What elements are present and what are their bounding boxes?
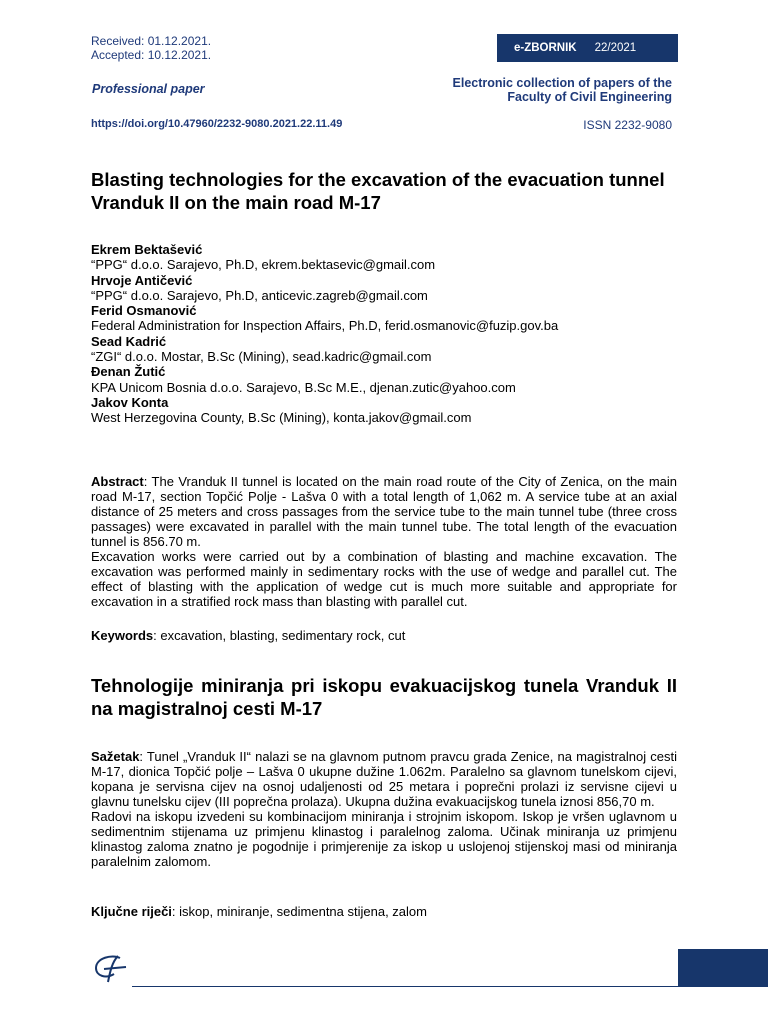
sazetak-paragraph-1 bbox=[91, 749, 677, 809]
sazetak-paragraph-2: Radovi na iskopu izvedeni su kombinacijom miniranja i strojnim iskopom. Iskop je vršen uglavnom u sedimentnim stijenama uz primjenu klinastog i paralelnog zaloma. Učinak miniranja uz primjenu klinastog zaloma znatno je pogodnije i primjerenije za iskop u uslojenoj stijenskoj masi od miniranja paralelnim zalomom. bbox=[91, 809, 677, 869]
author-entry bbox=[91, 364, 681, 395]
author-name: Ekrem Bektašević bbox=[91, 242, 203, 257]
keywords-text: : excavation, blasting, sedimentary rock, cut bbox=[153, 628, 406, 643]
author-entry bbox=[91, 334, 681, 365]
received-date: Received: 01.12.2021. bbox=[91, 34, 212, 48]
collection-line-1: Electronic collection of papers of the bbox=[452, 76, 672, 90]
author-affiliation: “PPG“ d.o.o. Sarajevo, Ph.D, ekrem.bektasevic@gmail.com bbox=[91, 257, 436, 273]
abstract-label: Abstract bbox=[91, 474, 144, 489]
faculty-logo-icon bbox=[90, 952, 132, 984]
author-entry bbox=[91, 273, 681, 304]
doi-link[interactable]: https://doi.org/10.47960/2232-9080.2021.22.11.49 bbox=[91, 118, 343, 130]
footer-block bbox=[678, 949, 768, 987]
author-entry bbox=[91, 303, 681, 334]
footer-divider bbox=[132, 986, 678, 987]
journal-issue: 22/2021 bbox=[594, 42, 637, 54]
journal-name: e-ZBORNIK bbox=[514, 42, 577, 54]
collection-line-2: Faculty of Civil Engineering bbox=[507, 90, 672, 104]
collection-name bbox=[453, 76, 672, 104]
kljucne-label: Ključne riječi bbox=[91, 904, 172, 919]
author-name: Đenan Žutić bbox=[91, 364, 166, 380]
author-affiliation: “ZGI“ d.o.o. Mostar, B.Sc (Mining), sead.kadric@gmail.com bbox=[91, 349, 432, 365]
author-affiliation: West Herzegovina County, B.Sc (Mining), konta.jakov@gmail.com bbox=[91, 410, 472, 426]
abstract-text-1: : The Vranduk II tunnel is located on the main road route of the City of Zenica, on the main road M-17, section Topčić Polje - Lašva 0 with a total length of 1,062 m. A service tube at an axial distance of 25 meters and cross passages from the service tube to the main tunnel tube (three cross passages) were excavated in parallel with the main tunnel tube. The total length of the evacuation tunnel is 856.70 m. bbox=[91, 474, 677, 549]
keywords bbox=[91, 628, 677, 643]
kljucne-rijeci bbox=[91, 904, 677, 919]
abstract bbox=[91, 474, 677, 609]
author-list bbox=[91, 242, 681, 426]
author-name: Ferid Osmanović bbox=[91, 303, 197, 319]
abstract-paragraph-1 bbox=[91, 474, 677, 549]
sazetak bbox=[91, 749, 677, 869]
abstract-paragraph-2: Excavation works were carried out by a combination of blasting and machine excavation. The excavation was performed mainly in sedimentary rocks with the use of wedge and parallel cut. The effect of blasting with the application of wedge cut is much more suitable and appropriate for excavation in a stratified rock mass than blasting with parallel cut. bbox=[91, 549, 677, 609]
author-entry bbox=[91, 395, 681, 426]
issn: ISSN 2232-9080 bbox=[583, 118, 672, 132]
journal-badge bbox=[497, 34, 678, 62]
author-entry bbox=[91, 242, 681, 273]
author-name: Sead Kadrić bbox=[91, 333, 167, 349]
author-affiliation: “PPG“ d.o.o. Sarajevo, Ph.D, anticevic.zagreb@gmail.com bbox=[91, 287, 428, 303]
title-translated: Tehnologije miniranja pri iskopu evakuacijskog tunela Vranduk II na magistralnoj cesti M-17 bbox=[91, 675, 677, 719]
sazetak-text-1: : Tunel „Vranduk II“ nalazi se na glavnom putnom pravcu grada Zenice, na magistralnoj cesti M-17, dionica Topčić polje – Lašva 0 ukupne dužine 1.062m. Paralelno sa glavnom tunelskom cijevi, kopana je servisna cijev na osnoj udaljenosti od 25 metara i poprečni prolazi iz servisne cijevi u glavnu tunelsku cijev (III poprečna prolaza). Ukupna dužina evakuacijskog tunela iznosi 856,70 m. bbox=[91, 749, 677, 809]
page-title: Blasting technologies for the excavation of the evacuation tunnel Vranduk II on the main road M-17 bbox=[91, 169, 665, 213]
sazetak-label: Sažetak bbox=[91, 749, 140, 764]
keywords-label: Keywords bbox=[91, 628, 154, 643]
accepted-date: Accepted: 10.12.2021. bbox=[91, 48, 212, 62]
author-affiliation: Federal Administration for Inspection Affairs, Ph.D, ferid.osmanovic@fuzip.gov.ba bbox=[91, 318, 559, 334]
paper-type: Professional paper bbox=[92, 82, 205, 96]
kljucne-text: : iskop, miniranje, sedimentna stijena, zalom bbox=[171, 904, 427, 919]
author-affiliation: KPA Unicom Bosnia d.o.o. Sarajevo, B.Sc M.E., djenan.zutic@yahoo.com bbox=[91, 379, 516, 395]
author-name: Hrvoje Antičević bbox=[91, 272, 193, 288]
received-accepted-dates bbox=[91, 34, 211, 62]
author-name: Jakov Konta bbox=[91, 394, 169, 410]
